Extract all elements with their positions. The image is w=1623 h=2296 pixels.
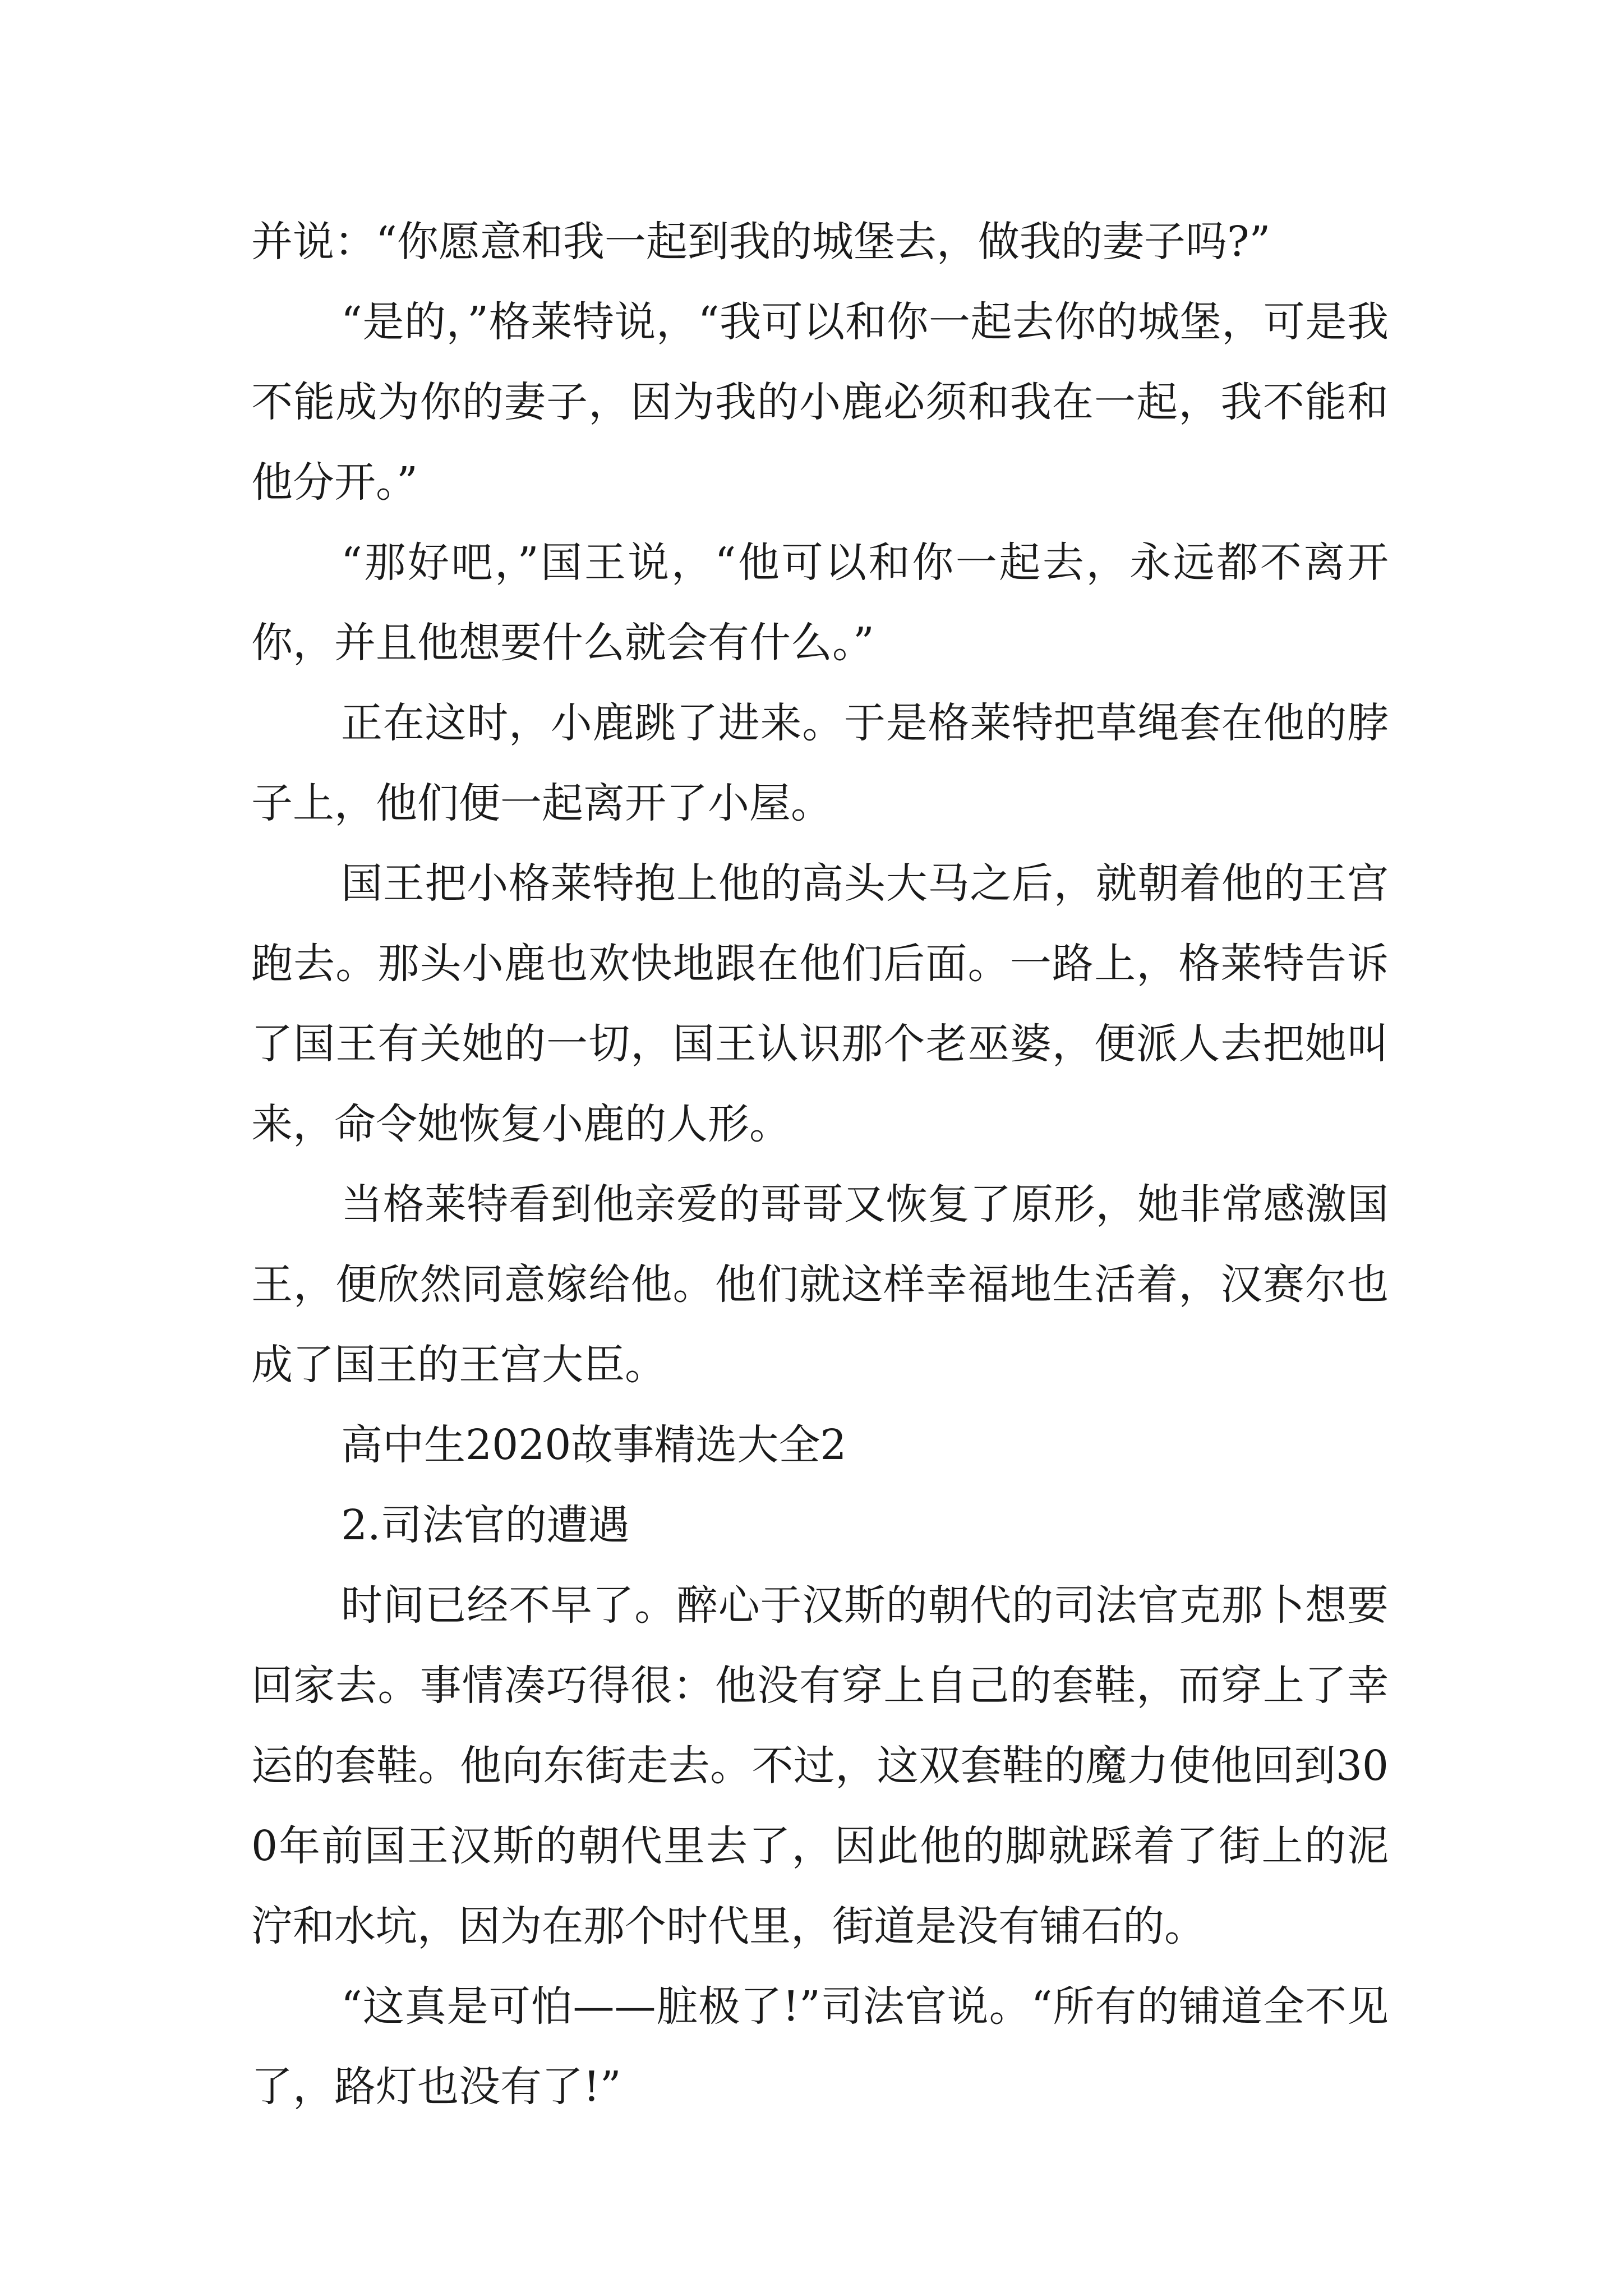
story-title: 2.司法官的遭遇 bbox=[341, 1501, 630, 1549]
paragraph: “是的，”格莱特说，“我可以和你一起去你的城堡，可是我不能成为你的妻子，因为我的小鹿必须和我在一起，我不能和他分开。” bbox=[251, 298, 1389, 507]
section-heading: 高中生2020故事精选大全2 bbox=[341, 1421, 847, 1469]
paragraph: 国王把小格莱特抱上他的高头大马之后，就朝着他的王宫跑去。那头小鹿也欢快地跟在他们后面。一路上，格莱特告诉了国王有关她的一切，国王认识那个老巫婆，便派人去把她叫来，命令她恢复小鹿的人形。 bbox=[251, 859, 1389, 1148]
paragraph: 正在这时，小鹿跳了进来。于是格莱特把草绳套在他的脖子上，他们便一起离开了小屋。 bbox=[251, 699, 1389, 827]
paragraph: 时间已经不早了。醉心于汉斯的朝代的司法官克那卜想要回家去。事情凑巧得很：他没有穿上自己的套鞋，而穿上了幸运的套鞋。他向东街走去。不过，这双套鞋的魔力使他回到300年前国王汉斯的朝代里去了，因此他的脚就踩着了街上的泥泞和水坑，因为在那个时代里，街道是没有铺石的。 bbox=[251, 1581, 1389, 1950]
paragraph: 当格莱特看到他亲爱的哥哥又恢复了原形，她非常感激国王，便欣然同意嫁给他。他们就这样幸福地生活着，汉赛尔也成了国王的王宫大臣。 bbox=[251, 1180, 1389, 1389]
document-body bbox=[251, 202, 1389, 2127]
paragraph: “这真是可怕——脏极了!”司法官说。“所有的铺道全不见了，路灯也没有了!” bbox=[251, 1982, 1389, 2111]
paragraph: “那好吧，”国王说，“他可以和你一起去，永远都不离开你，并且他想要什么就会有什么。” bbox=[251, 539, 1389, 667]
paragraph: 并说：“你愿意和我一起到我的城堡去，做我的妻子吗?” bbox=[251, 218, 1271, 266]
